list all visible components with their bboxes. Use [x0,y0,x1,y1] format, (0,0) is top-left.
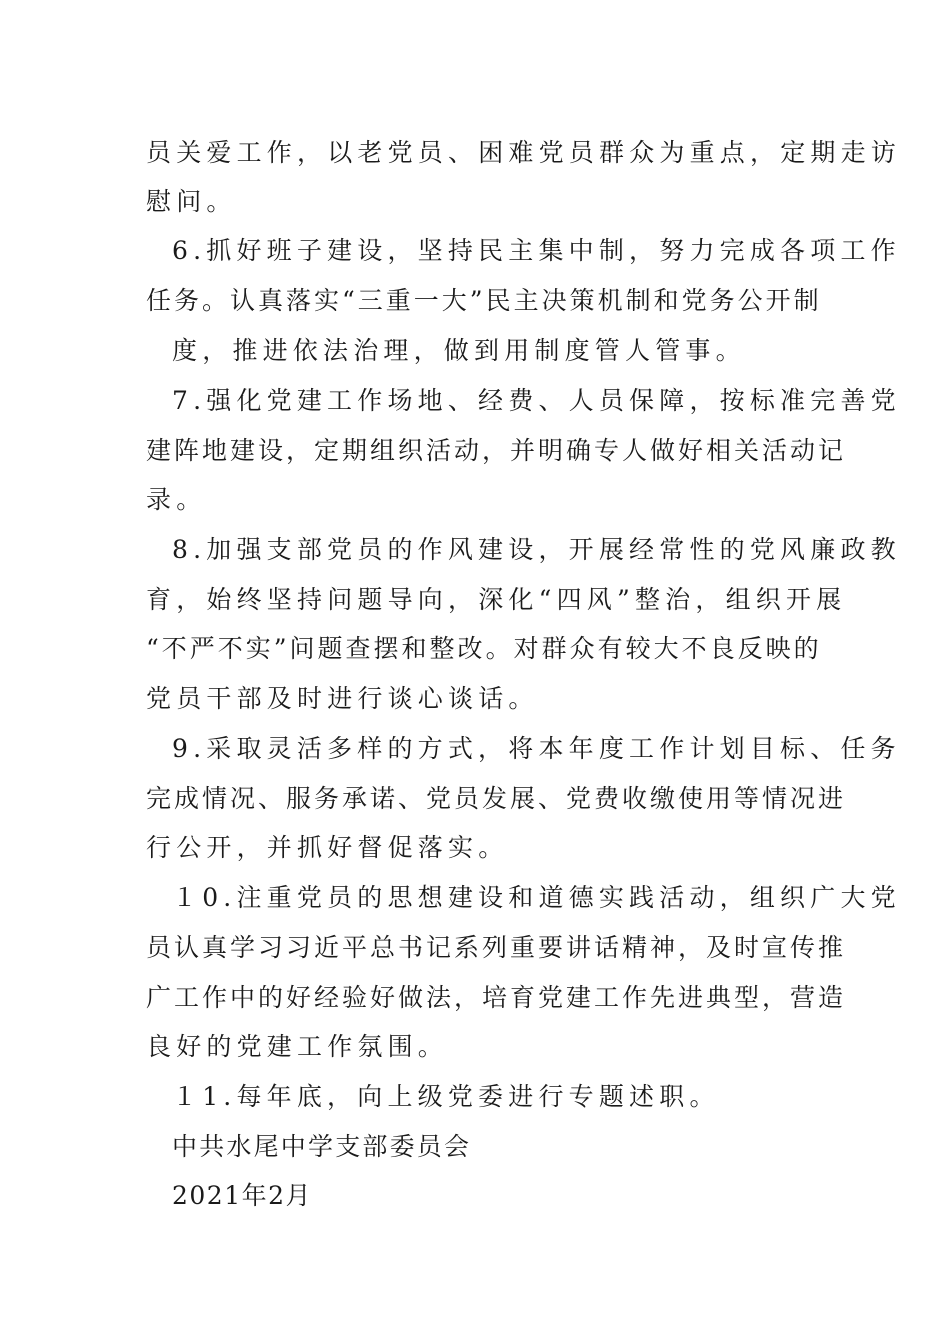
item-11-line: １1.每年底，向上级党委进行专题述职。 [172,1082,720,1111]
text-line: 建阵地建设，定期组织活动，并明确专人做好相关活动记 [146,436,847,465]
text-line: 员认真学习习近平总书记系列重要讲话精神，及时宣传推 [146,933,847,962]
item-6-line: 6.抓好班子建设，坚持民主集中制，努力完成各项工作 [172,236,901,265]
text-line: 行公开，并抓好督促落实。 [146,833,509,862]
text-line: 广工作中的好经验好做法，培育党建工作先进典型，营造 [146,983,847,1012]
text-line: 录。 [146,485,207,514]
text-line: 度，推进依法治理，做到用制度管人管事。 [172,336,746,365]
item-7-line: 7.强化党建工作场地、经费、人员保障，按标准完善党 [172,386,901,415]
text-line: 完成情况、服务承诺、党员发展、党费收缴使用等情况进 [146,784,847,813]
text-line: 任务。认真落实“三重一大”民主决策机制和党务公开制 [146,286,822,315]
text-line: 员关爱工作，以老党员、困难党员群众为重点，定期走访 [146,138,902,167]
text-line: 良好的党建工作氛围。 [146,1032,449,1061]
text-line: 党员干部及时进行谈心谈话。 [146,684,539,713]
item-10-line: １0.注重党员的思想建设和道德实践活动，组织广大党 [172,883,901,912]
text-line: 慰问。 [146,187,237,216]
signature-organization: 中共水尾中学支部委员会 [172,1132,472,1161]
signature-date: 2021年2月 [172,1181,313,1210]
item-9-line: 9.采取灵活多样的方式，将本年度工作计划目标、任务 [172,734,901,763]
text-line: “不严不实”问题查摆和整改。对群众有较大不良反映的 [146,634,822,663]
item-8-line: 8.加强支部党员的作风建设，开展经常性的党风廉政教 [172,535,901,564]
text-line: 育，始终坚持问题导向，深化“四风”整治，组织开展 [146,585,847,614]
